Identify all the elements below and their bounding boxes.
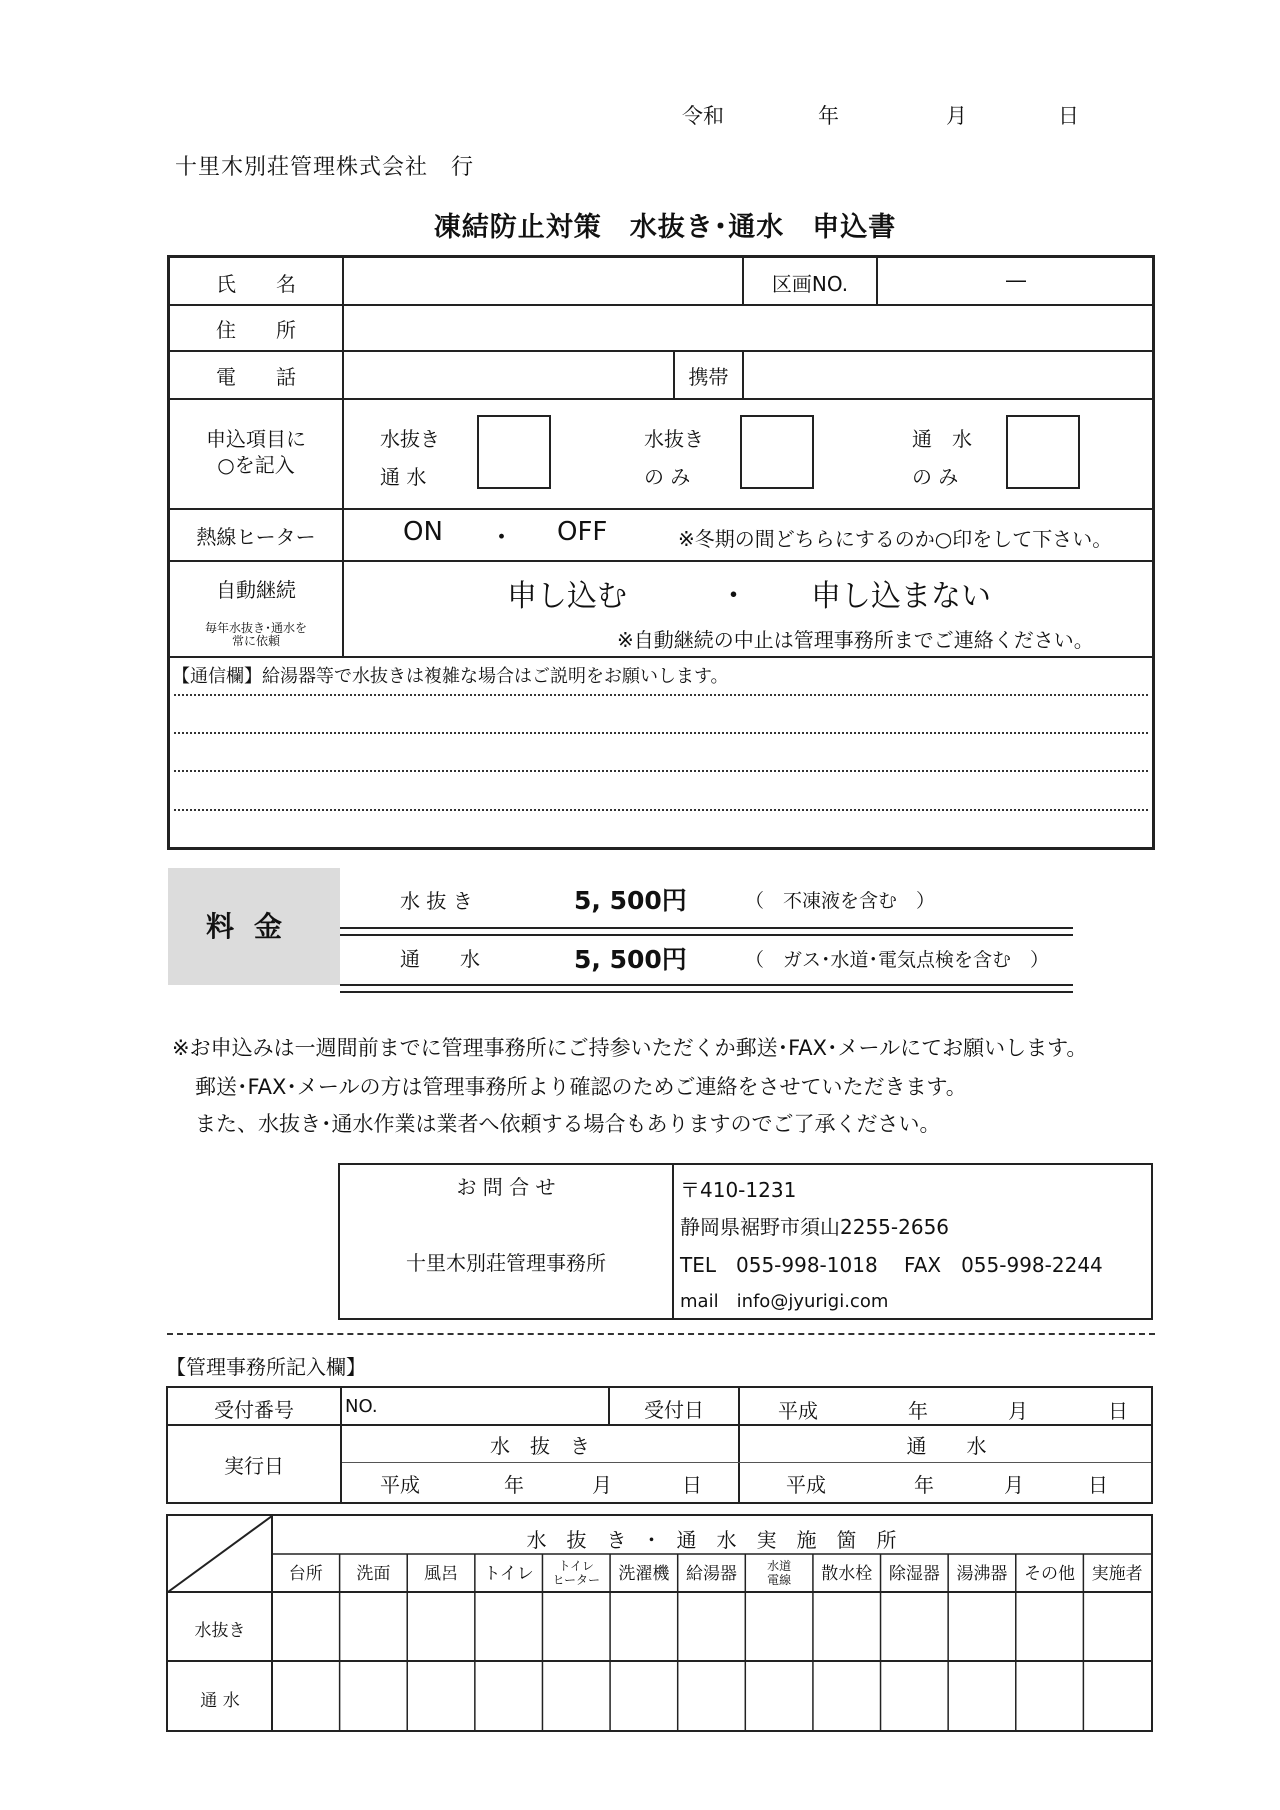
option-water-only-label: 通 水 の み — [912, 427, 972, 489]
option-water-only-checkbox[interactable] — [1006, 415, 1080, 489]
exec-drain-day: 日 — [682, 1473, 702, 1497]
grid-col-5: 洗濯機 — [618, 1564, 670, 1584]
heater-note: ※冬期の間どちらにするのか○印をして下さい。 — [678, 527, 1113, 551]
auto-renew-sublabel: 毎年水抜き･通水を 常に依頼 — [204, 621, 307, 648]
fee-water-note: （ ガス･水道･電気点検を含む ） — [745, 949, 1050, 971]
grid-col-2: 風呂 — [424, 1564, 459, 1584]
exec-drain-year: 年 — [504, 1473, 524, 1497]
form-title: 凍結防止対策 水抜き･通水 申込書 — [433, 212, 897, 243]
receipt-no-field[interactable]: NO. — [345, 1396, 378, 1417]
receipt-year: 年 — [908, 1399, 928, 1423]
date-day: 日 — [1058, 104, 1079, 128]
contact-postal: 〒410-1231 — [680, 1178, 797, 1202]
note-1: ※お申込みは一週間前までに管理事務所にご持参いただくか郵送･FAX･メールにてお願いします。 — [172, 1036, 1088, 1060]
date-era: 令和 — [682, 104, 724, 128]
exec-water-month: 月 — [1004, 1473, 1024, 1497]
heater-on-option[interactable]: ON — [403, 517, 443, 547]
date-month: 月 — [946, 104, 967, 128]
note-3: また、水抜き･通水作業は業者へ依頼する場合もありますのでご了承ください。 — [195, 1112, 941, 1136]
auto-renew-note: ※自動継続の中止は管理事務所までご連絡ください。 — [617, 628, 1094, 652]
contact-tel-fax: TEL 055-998-1018 FAX 055-998-2244 — [680, 1253, 1103, 1277]
office-section-title: 【管理事務所記入欄】 — [166, 1355, 366, 1379]
mobile-label: 携帯 — [688, 365, 729, 389]
grid-col-7: 水道 電線 — [767, 1559, 792, 1587]
grid-col-4: トイレ ヒーター — [552, 1559, 601, 1587]
name-label: 氏 名 — [216, 272, 296, 296]
fee-drain-note: （ 不凍液を含む ） — [745, 890, 936, 912]
auto-renew-no[interactable]: 申し込まない — [811, 579, 991, 614]
heater-off-option[interactable]: OFF — [557, 517, 608, 547]
fee-bottom-line — [340, 984, 1073, 993]
receipt-era: 平成 — [778, 1399, 818, 1423]
exec-date-label: 実行日 — [224, 1454, 284, 1478]
exec-water-year: 年 — [914, 1473, 934, 1497]
contact-office: 十里木別荘管理事務所 — [406, 1251, 606, 1275]
contact-mail[interactable]: mail info@jyurigi.com — [680, 1291, 889, 1312]
grid-col-6: 給湯器 — [685, 1564, 737, 1584]
receipt-no-label: 受付番号 — [214, 1398, 294, 1422]
auto-renew-separator: ･ — [726, 579, 741, 614]
phone-field[interactable] — [344, 352, 671, 396]
grid-row-drain: 水抜き — [194, 1621, 246, 1641]
memo-field[interactable] — [174, 698, 1150, 843]
exec-water-era: 平成 — [786, 1473, 826, 1497]
cut-line — [167, 1333, 1155, 1335]
lot-field[interactable]: ― — [1006, 268, 1026, 292]
heater-separator: ･ — [495, 523, 509, 553]
items-label: 申込項目に ○を記入 — [206, 427, 306, 477]
execution-grid — [166, 1514, 1153, 1732]
exec-drain-month: 月 — [592, 1473, 612, 1497]
application-form — [167, 255, 1155, 850]
fee-divider — [340, 927, 1073, 936]
fee-label: 料金 — [205, 910, 302, 943]
memo-heading: 【通信欄】給湯器等で水抜きは複雑な場合はご説明をお願いします。 — [172, 666, 729, 687]
lot-label: 区画NO. — [771, 272, 849, 296]
grid-col-9: 除湿器 — [888, 1564, 940, 1584]
option-drain-only-label: 水抜き の み — [644, 427, 704, 489]
phone-label: 電 話 — [216, 365, 296, 389]
fee-drain-price: 5, 500円 — [574, 886, 687, 915]
receipt-day: 日 — [1108, 1399, 1128, 1423]
grid-col-11: その他 — [1024, 1564, 1076, 1584]
mobile-field[interactable] — [744, 352, 1154, 396]
receipt-date-label: 受付日 — [644, 1398, 704, 1422]
grid-header: 水 抜 き ･ 通 水 実 施 箇 所 — [526, 1528, 897, 1552]
grid-col-12: 実施者 — [1091, 1564, 1143, 1584]
date-year: 年 — [818, 104, 839, 128]
auto-renew-label: 自動継続 — [216, 578, 296, 602]
grid-col-3: トイレ — [483, 1564, 534, 1584]
grid-row-water: 通 水 — [200, 1691, 240, 1711]
exec-drain-heading: 水 抜 き — [490, 1434, 590, 1458]
option-drain-only-checkbox[interactable] — [740, 415, 814, 489]
contact-box — [338, 1163, 1153, 1320]
office-table — [166, 1386, 1153, 1504]
name-field[interactable] — [344, 260, 740, 302]
recipient: 十里木別荘管理株式会社 行 — [175, 155, 475, 180]
grid-col-1: 洗面 — [356, 1564, 391, 1584]
fee-water-price: 5, 500円 — [574, 945, 687, 974]
option-drain-and-water-label: 水抜き 通 水 — [380, 427, 440, 489]
auto-renew-yes[interactable]: 申し込む — [507, 579, 627, 614]
exec-water-day: 日 — [1088, 1473, 1108, 1497]
grid-col-10: 湯沸器 — [956, 1564, 1008, 1584]
exec-water-heading: 通 水 — [906, 1434, 987, 1458]
receipt-month: 月 — [1008, 1399, 1028, 1423]
grid-col-0: 台所 — [288, 1564, 323, 1584]
heater-label: 熱線ヒーター — [196, 525, 316, 549]
note-2: 郵送･FAX･メールの方は管理事務所より確認のためご連絡をさせていただきます。 — [195, 1075, 967, 1099]
option-drain-and-water-checkbox[interactable] — [477, 415, 551, 489]
exec-drain-era: 平成 — [380, 1473, 420, 1497]
fee-drain-name: 水 抜 き — [400, 889, 473, 913]
address-label: 住 所 — [216, 318, 296, 342]
contact-heading: お 問 合 せ — [456, 1175, 556, 1199]
grid-col-8: 散水栓 — [821, 1564, 873, 1584]
fee-water-name: 通 水 — [400, 947, 480, 971]
address-field[interactable] — [344, 306, 1154, 348]
contact-address: 静岡県裾野市須山2255-2656 — [680, 1215, 950, 1239]
